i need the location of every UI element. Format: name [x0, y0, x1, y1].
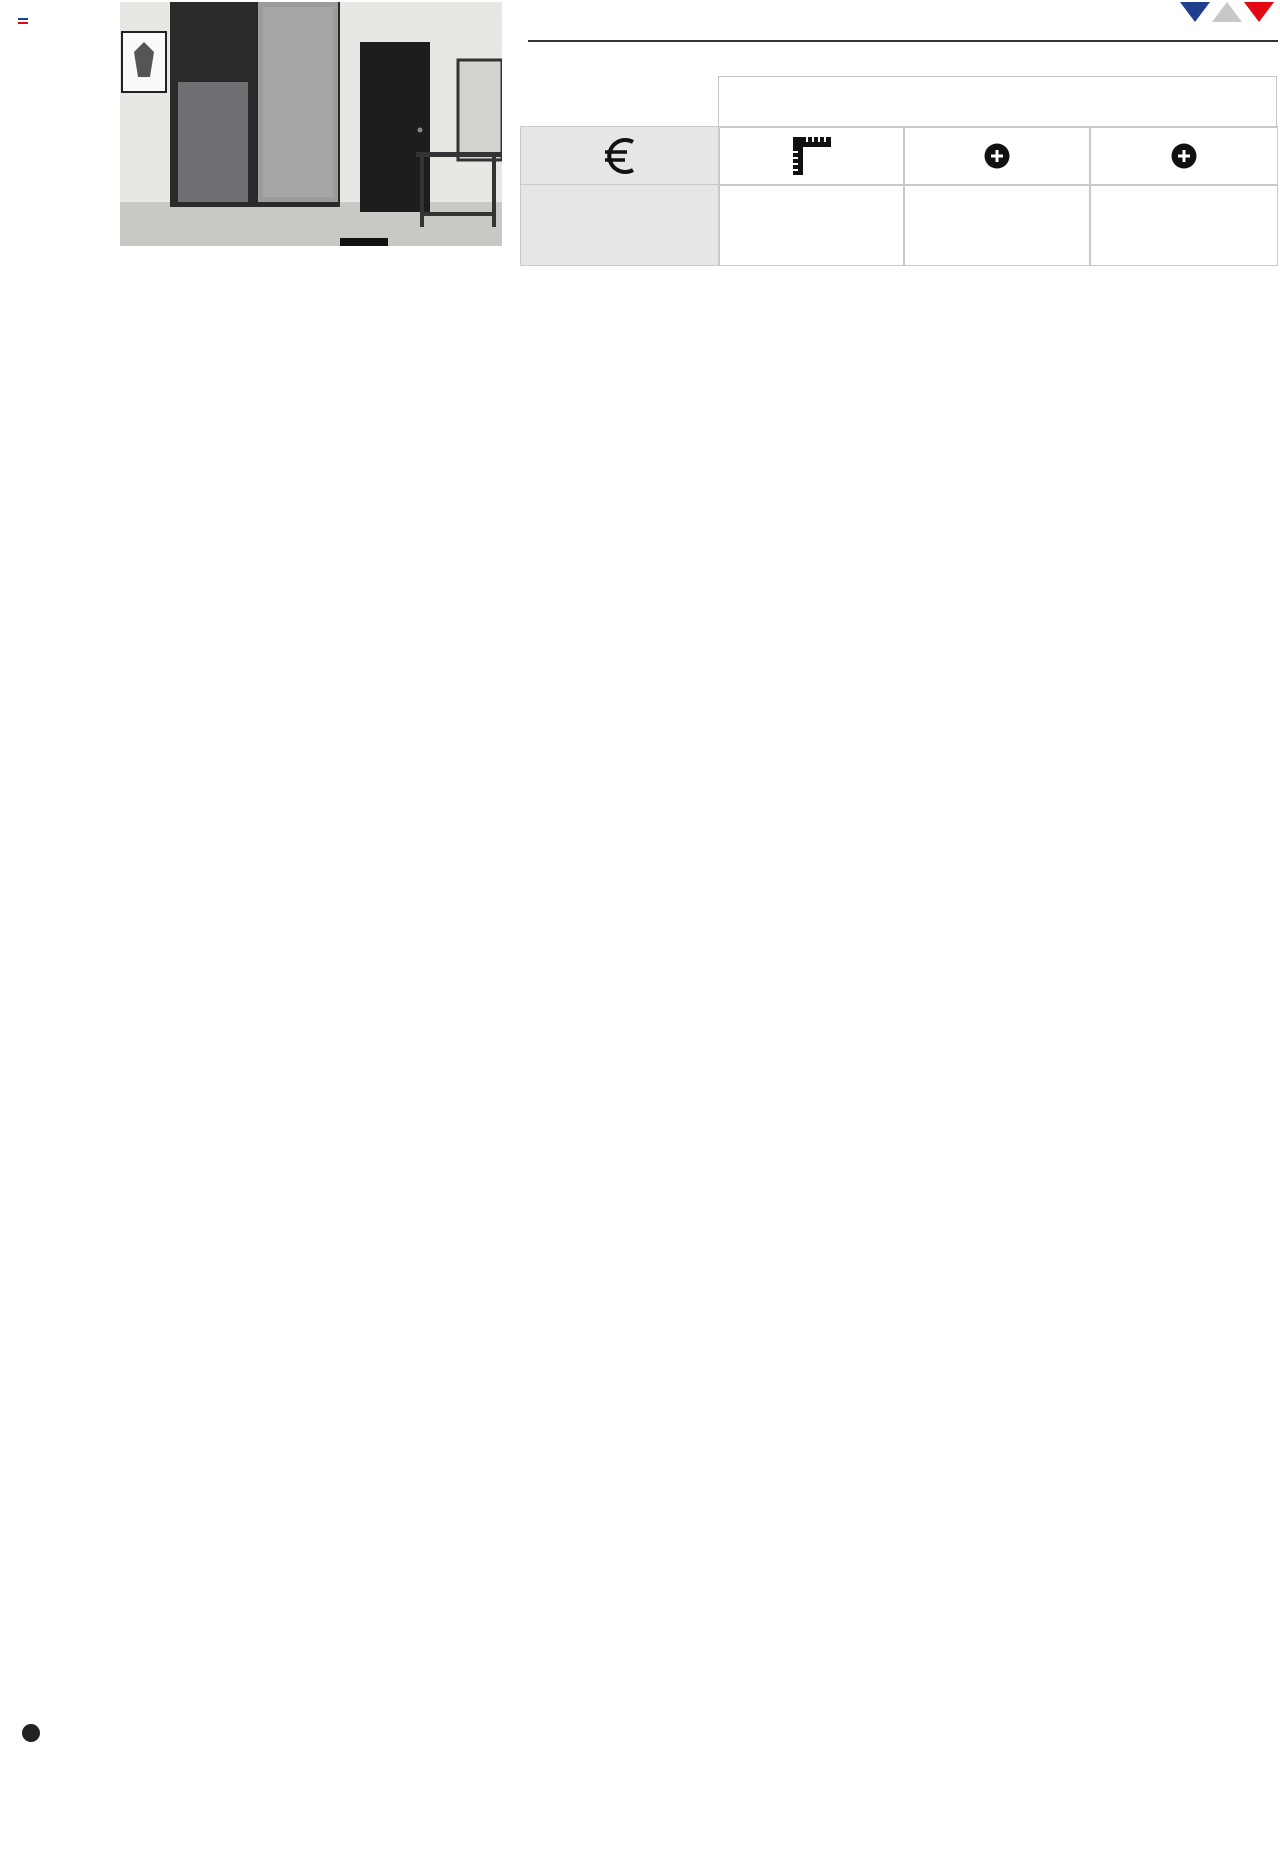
- flag-triangle-red-icon: [1244, 2, 1274, 22]
- flag-mark-icon: [18, 18, 28, 25]
- flag-triangle-blue-icon: [1180, 2, 1210, 22]
- title-divider: [528, 40, 1278, 42]
- product-photo: [120, 2, 502, 246]
- col-rail-header: [1089, 184, 1278, 266]
- euro-icon: [520, 126, 720, 186]
- col-mise-header: [718, 184, 905, 266]
- ruler-icon: [718, 126, 905, 186]
- col-joint-header: [903, 184, 1091, 266]
- plus-circle-icon: [903, 126, 1091, 186]
- options-header: [718, 76, 1277, 128]
- col-tarif-header: [520, 184, 720, 266]
- plus-circle-icon: [1089, 126, 1278, 186]
- page-footer: [0, 1834, 20, 1852]
- flag-triangle-white-icon: [1212, 2, 1242, 22]
- info-icon: [22, 1724, 40, 1742]
